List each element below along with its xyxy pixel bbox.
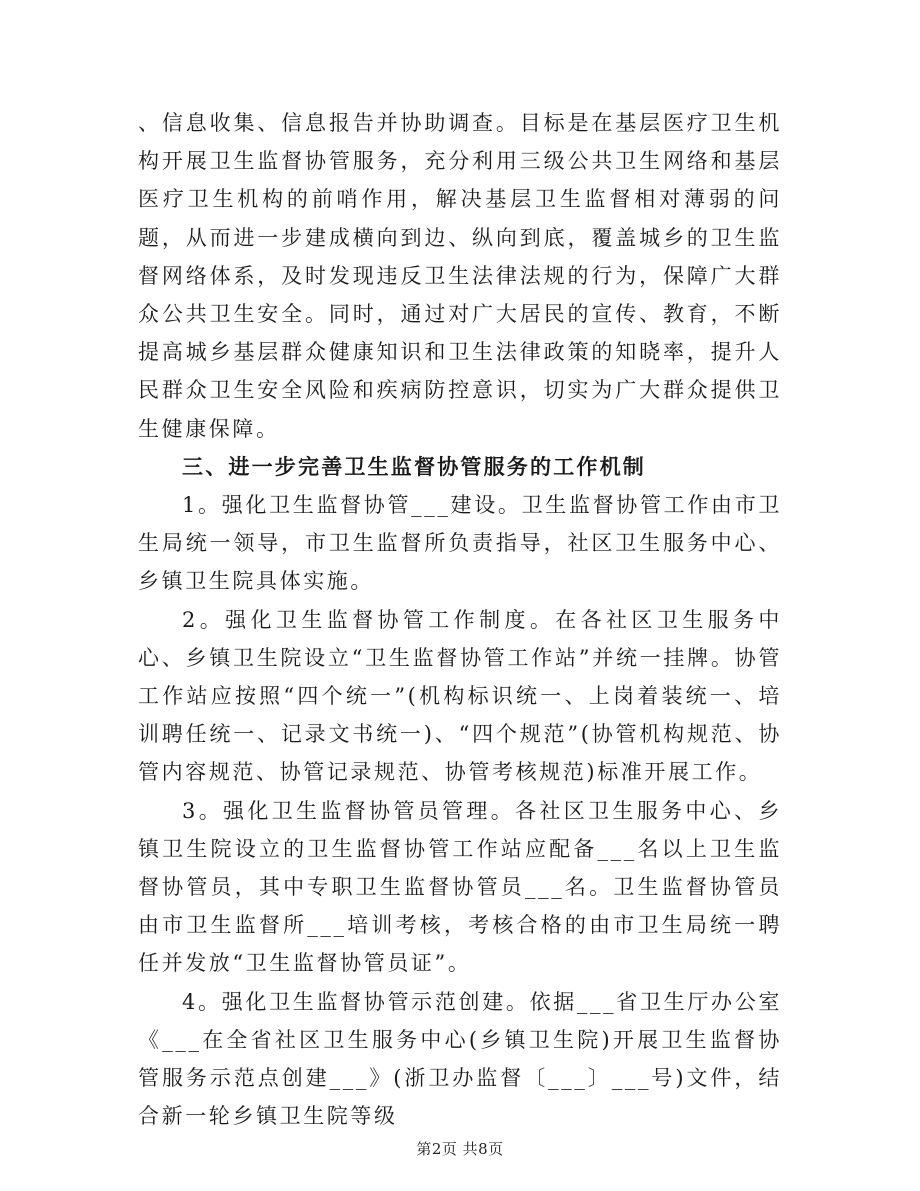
paragraph-item-4: 4。强化卫生监督协管示范创建。依据___省卫生厅办公室《___在全省社区卫生服务中心(乡镇卫生院)开展卫生监督协管服务示范点创建___》(浙卫办监督〔___〕___号)文件，结合新一轮乡镇卫生院等级 [138,989,782,1129]
paragraph-continuation: 、信息收集、信息报告并协助调查。目标是在基层医疗卫生机构开展卫生监督协管服务，充分利用三级公共卫生网络和基层医疗卫生机构的前哨作用，解决基层卫生监督相对薄弱的问题，从而进一步建成横向到边、纵向到底，覆盖城乡的卫生监督网络体系，及时发现违反卫生法律法规的行为，保障广大群众公共卫生安全。同时，通过对广大居民的宣传、教育，不断提高城乡基层群众健康知识和卫生法律政策的知晓率，提升人民群众卫生安全风险和疾病防控意识，切实为广大群众提供卫生健康保障。 [138,111,782,441]
paragraph-item-2: 2。强化卫生监督协管工作制度。在各社区卫生服务中心、乡镇卫生院设立“卫生监督协管工作站”并统一挂牌。协管工作站应按照“四个统一”(机构标识统一、上岗着装统一、培训聘任统一、记录文书统一)、“四个规范”(协管机构规范、协管内容规范、协管记录规范、协管考核规范)标准开展工作。 [138,607,782,785]
paragraph-item-3: 3。强化卫生监督协管员管理。各社区卫生服务中心、乡镇卫生院设立的卫生监督协管工作站应配备___名以上卫生监督协管员，其中专职卫生监督协管员___名。卫生监督协管员由市卫生监督所___培训考核，考核合格的由市卫生局统一聘任并发放“卫生监督协管员证”。 [138,798,782,976]
page-number-footer: 第2页 共8页 [416,1140,504,1158]
document-body [138,104,782,1135]
paragraph-item-1: 1。强化卫生监督协管___建设。卫生监督协管工作由市卫生局统一领导，市卫生监督所负责指导，社区卫生服务中心、乡镇卫生院具体实施。 [138,493,782,594]
section-heading: 三、进一步完善卫生监督协管服务的工作机制 [182,453,646,479]
